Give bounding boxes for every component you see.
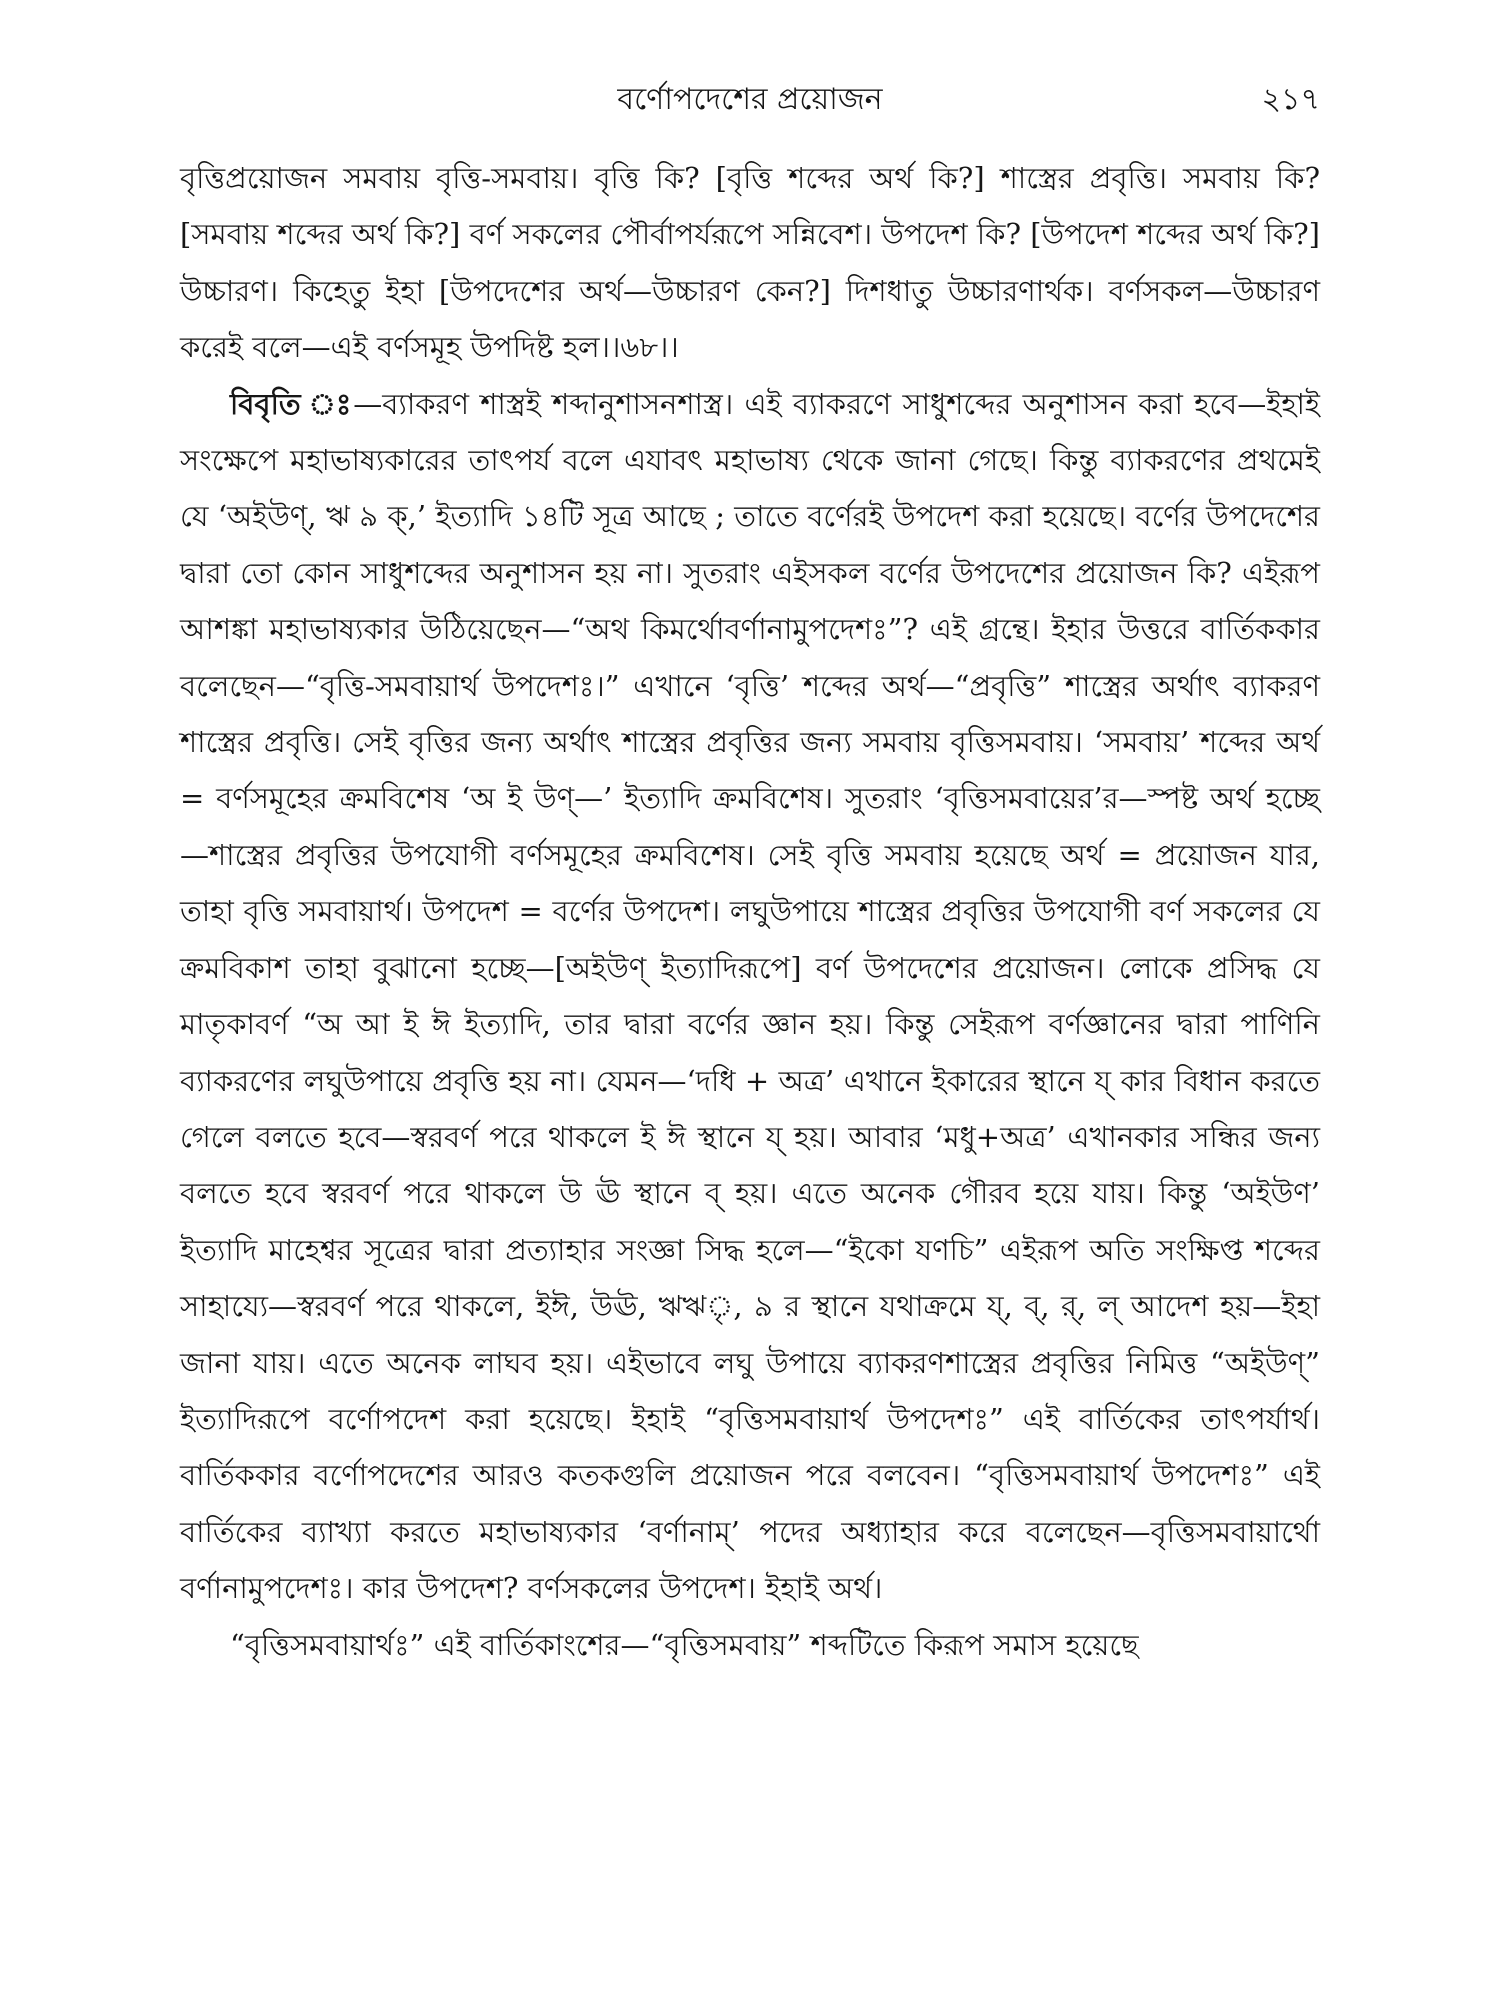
- paragraph-text: —ব্যাকরণ শাস্ত্রই শব্দানুশাসনশাস্ত্র। এই ব্যাকরণে সাধুশব্দের অনুশাসন করা হবে—ইহাই সংক্ষেপে মহাভাষ্যকারের তাৎপর্য বলে এযাবৎ মহাভাষ্য থেকে জানা গেছে। কিন্তু ব্যাকরণের প্রথমেই যে ‘অইউণ্, ঋ ৯ ক্,’ ইত্যাদি ১৪টি সূত্র আছে ; তাতে বর্ণেরই উপদেশ করা হয়েছে। বর্ণের উপদেশের দ্বারা তো কোন সাধুশব্দের অনুশাসন হয় না। সুতরাং এইসকল বর্ণের উপদেশের প্রয়োজন কি? এইরূপ আশঙ্কা মহাভাষ্যকার উঠিয়েছেন—“অথ কিমর্থোবর্ণানামুপদেশঃ”? এই গ্রন্থে। ইহার উত্তরে বার্তিককার বলেছেন—“বৃত্তি-সমবায়ার্থ উপদেশঃ।” এখানে ‘বৃত্তি’ শব্দের অর্থ—“প্রবৃত্তি” শাস্ত্রের অর্থাৎ ব্যাকরণ শাস্ত্রের প্রবৃত্তি। সেই বৃত্তির জন্য অর্থাৎ শাস্ত্রের প্রবৃত্তির জন্য সমবায় বৃত্তিসমবায়। ‘সমবায়’ শব্দের অর্থ = বর্ণসমূহের ক্রমবিশেষ ‘অ ই উণ্—’ ইত্যাদি ক্রমবিশেষ। সুতরাং ‘বৃত্তিসমবায়ের’র—স্পষ্ট অর্থ হচ্ছে—শাস্ত্রের প্রবৃত্তির উপযোগী বর্ণসমূহের ক্রমবিশেষ। সেই বৃত্তি সমবায় হয়েছে অর্থ = প্রয়োজন যার, তাহা বৃত্তি সমবায়ার্থ। উপদেশ = বর্ণের উপদেশ। লঘুউপায়ে শাস্ত্রের প্রবৃত্তির উপযোগী বর্ণ সকলের যে ক্রমবিকাশ তাহা বুঝানো হচ্ছে—[অইউণ্ ইত্যাদিরূপে] বর্ণ উপদেশের প্রয়োজন। লোকে প্রসিদ্ধ যে মাতৃকাবর্ণ “অ আ ই ঈ ইত্যাদি, তার দ্বারা বর্ণের জ্ঞান হয়। কিন্তু সেইরূপ বর্ণজ্ঞানের দ্বারা পাণিনি ব্যাকরণের লঘুউপায়ে প্রবৃত্তি হয় না। যেমন—‘দধি + অত্র’ এখানে ইকারের স্থানে য্ কার বিধান করতে গেলে বলতে হবে—স্বরবর্ণ পরে থাকলে ই ঈ স্থানে য্ হয়। আবার ‘মধু+অত্র’ এখানকার সন্ধির জন্য বলতে হবে স্বরবর্ণ পরে থাকলে উ ঊ স্থানে ব্ হয়। এতে অনেক গৌরব হয়ে যায়। কিন্তু ‘অইউণ’ ইত্যাদি মাহেশ্বর সূত্রের দ্বারা প্রত্যাহার সংজ্ঞা সিদ্ধ হলে—“ইকো যণচি” এইরূপ অতি সংক্ষিপ্ত শব্দের সাহায্যে—স্বরবর্ণ পরে থাকলে, ইঈ, উঊ, ঋঋৃ, ৯ র স্থানে যথাক্রমে য্, ব্, র্, ল্ আদেশ হয়—ইহা জানা যায়। এতে অনেক লাঘব হয়। এইভাবে লঘু উপায়ে ব্যাকরণশাস্ত্রের প্রবৃত্তির নিমিত্ত “অইউণ্” ইত্যাদিরূপে বর্ণোপদেশ করা হয়েছে। ইহাই “বৃত্তিসমবায়ার্থ উপদেশঃ” এই বার্তিকের তাৎপর্যার্থ। বার্তিককার বর্ণোপদেশের আরও কতকগুলি প্রয়োজন পরে বলবেন। “বৃত্তিসমবায়ার্থ উপদেশঃ” এই বার্তিকের ব্যাখ্যা করতে মহাভাষ্যকার ‘বর্ণানাম্’ পদের অধ্যাহার করে বলেছেন—বৃত্তিসমবায়ার্থো বর্ণানামুপদেশঃ। কার উপদেশ? বর্ণসকলের উপদেশ। ইহাই অর্থ।: [180, 386, 1321, 1606]
- body-text: [180, 150, 1320, 1673]
- section-lead: বিবৃতি ঃ: [230, 386, 354, 421]
- paragraph-1: [180, 150, 1320, 376]
- paragraph-text: বৃত্তিপ্রয়োজন সমবায় বৃত্তি-সমবায়। বৃত্তি কি? [বৃত্তি শব্দের অর্থ কি?] শাস্ত্রের প্রবৃত্তি। সমবায় কি? [সমবায় শব্দের অর্থ কি?] বর্ণ সকলের পৌর্বাপর্যরূপে সন্নিবেশ। উপদেশ কি? [উপদেশ শব্দের অর্থ কি?] উচ্চারণ। কিহেতু ইহা [উপদেশের অর্থ—উচ্চারণ কেন?] দিশধাতু উচ্চারণার্থক। বর্ণসকল—উচ্চারণ করেই বলে—এই বর্ণসমূহ উপদিষ্ট হল।।৬৮।।: [180, 161, 1320, 365]
- paragraph-text: “বৃত্তিসমবায়ার্থঃ” এই বার্তিকাংশের—“বৃত্তিসমবায়” শব্দটিতে কিরূপ সমাস হয়েছে: [230, 1627, 1139, 1662]
- paragraph-3: [180, 1617, 1320, 1673]
- page-number: ২১৭: [1261, 82, 1320, 117]
- paragraph-2: [180, 376, 1320, 1617]
- running-title: বর্ণোপদেশের প্রয়োজন: [617, 82, 883, 117]
- running-header: [180, 78, 1320, 122]
